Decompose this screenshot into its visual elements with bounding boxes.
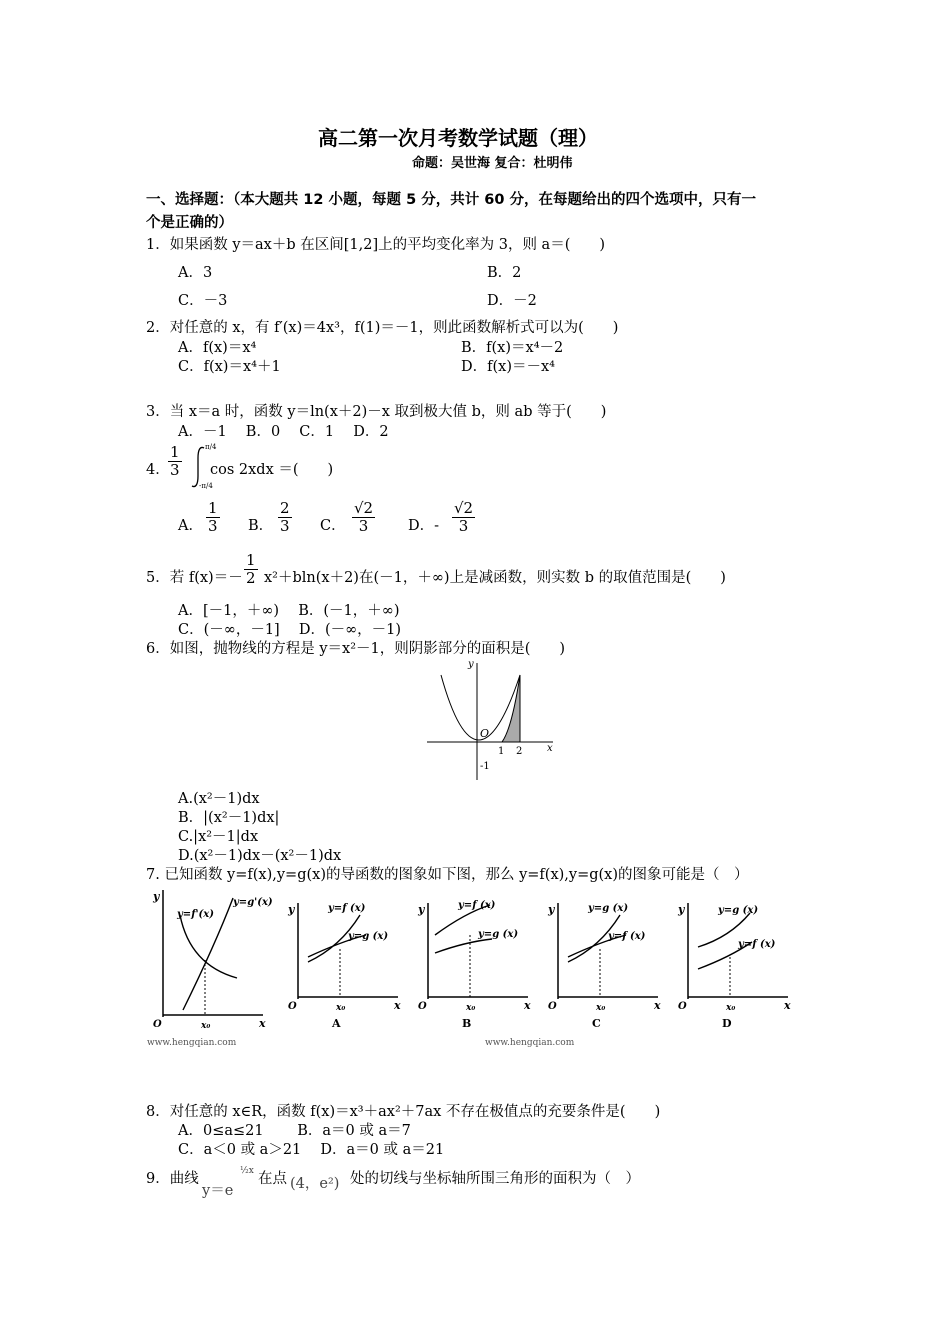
q6-option-b: B．|(x²－1)dx|: [178, 810, 280, 826]
graph-3-choice-label: C: [592, 1017, 601, 1030]
q8-stem: 8．对任意的 x∈R，函数 f(x)＝x³＋ax²＋7ax 不存在极值点的充要条件是( ): [146, 1104, 661, 1120]
graph-1-x0-label: x₀: [336, 1003, 346, 1013]
q4-integrand: cos 2xdx ＝( ): [210, 462, 334, 478]
graph-4-x0-label: x₀: [726, 1003, 736, 1013]
q2-option-d: D．f(x)＝－x⁴: [461, 359, 555, 375]
graph-2-x0-label: x₀: [466, 1003, 476, 1013]
graph-0-x-label: x: [259, 1017, 266, 1030]
q7-graphs-panel: [145, 885, 805, 1050]
graph-3-y-label: y: [548, 903, 555, 916]
q1-option-d: D．－2: [487, 293, 537, 309]
q4-number: 4．: [146, 462, 170, 478]
graph-2-top-label: y=f (x): [458, 900, 496, 911]
q5-stem-post: x²＋bln(x＋2)在(－1，＋∞)上是减函数，则实数 b 的取值范围是( ): [264, 570, 726, 586]
authors-line: 命题：吴世海 复合：杜明伟: [412, 156, 573, 171]
graph-2-origin-label: O: [418, 1001, 427, 1012]
graph-1-origin-label: O: [288, 1001, 297, 1012]
q6-option-d: D.(x²－1)dx－(x²－1)dx: [178, 848, 342, 864]
watermark-left: www.hengqian.com: [147, 1038, 237, 1048]
graph-3-bottom-label: y=f (x): [608, 931, 646, 942]
graph-4-origin-label: O: [678, 1001, 687, 1012]
watermark-right: www.hengqian.com: [485, 1038, 575, 1048]
graph-4-x-label: x: [784, 999, 791, 1012]
q4-b-den: 3: [280, 517, 290, 536]
section-heading-line1: 一、选择题：（本大题共 12 小题，每题 5 分，共计 60 分，在每题给出的四个选项中，只有一: [146, 192, 756, 208]
q4-option-c-label: C．: [320, 518, 346, 534]
fig-tick-minus1: -1: [480, 761, 490, 772]
graph-2-y-label: y: [418, 903, 425, 916]
q1-option-b: B．2: [487, 265, 522, 281]
graph-4-choice-label: D: [722, 1017, 732, 1030]
q4-option-d-fraction: [452, 500, 475, 536]
shaded-region: [502, 675, 520, 742]
graph-4-bottom-label: y=f (x): [738, 939, 776, 950]
page-title: 高二第一次月考数学试题（理）: [318, 126, 598, 150]
graph-0-top-label: y=g'(x): [233, 897, 273, 908]
q9-number: 9．曲线: [146, 1171, 199, 1187]
q9-stem: [146, 1160, 746, 1200]
q5-options-cd: C．(－∞，－1] D．(－∞，－1): [178, 622, 402, 638]
q4-a-den: 3: [208, 517, 218, 536]
graph-3-x-label: x: [654, 999, 661, 1012]
graph-0-bottom-label: y=f'(x): [177, 909, 214, 920]
q4-upper-limit: π/4: [205, 443, 217, 451]
q5-frac-den: 2: [246, 569, 256, 588]
q6-stem: 6．如图，抛物线的方程是 y＝x²－1，则阴影部分的面积是( ): [146, 641, 566, 657]
graph-1-bottom-label: y=g (x): [348, 931, 389, 942]
q4-lower-limit: -π/4: [199, 482, 213, 490]
graph-1-choice-label: A: [332, 1017, 341, 1030]
graph-0-origin-label: O: [153, 1019, 162, 1030]
q1-option-a: A．3: [178, 265, 213, 281]
fig-y-label: y: [468, 659, 474, 670]
q4-options: [178, 500, 498, 550]
q1-stem: 1．如果函数 y＝ax＋b 在区间[1,2]上的平均变化率为 3，则 a＝( ): [146, 237, 606, 253]
q4-option-b-fraction: [278, 500, 292, 536]
q7-graphs-svg: [145, 885, 805, 1050]
q2-option-c: C．f(x)＝x⁴＋1: [178, 359, 281, 375]
q6-option-a: A.(x²－1)dx: [178, 791, 260, 807]
q4-d-den: 3: [458, 517, 469, 536]
q2-stem: 2．对任意的 x，有 f′(x)＝4x³，f(1)＝－1，则此函数解析式可以为( ): [146, 320, 619, 336]
q5-stem: [146, 552, 866, 600]
graph-1-y-label: y: [288, 903, 295, 916]
q4-option-a-fraction: [206, 500, 220, 536]
graph-0-x0-label: x₀: [201, 1021, 211, 1031]
q4-option-a-label: A．: [178, 518, 203, 534]
q4-c-num: √2: [354, 499, 374, 517]
q4-option-c-fraction: [352, 500, 375, 536]
q9-exponent: ½x: [240, 1166, 254, 1176]
q2-option-a: A．f(x)＝x⁴: [178, 340, 257, 356]
q6-parabola-figure: [425, 655, 560, 785]
graph-3-x0-label: x₀: [596, 1003, 606, 1013]
graph-3-origin-label: O: [548, 1001, 557, 1012]
q5-options-ab: A．[－1，＋∞) B．(－1，＋∞): [178, 603, 400, 619]
q9-point: (4，e²): [290, 1176, 340, 1192]
graph-4-top-label: y=g (x): [718, 905, 759, 916]
q4-option-b-label: B．: [248, 518, 274, 534]
section-heading-line2: 个是正确的）: [146, 215, 233, 231]
graph-2-choice-label: B: [462, 1017, 472, 1030]
graph-2-x-label: x: [524, 999, 531, 1012]
q4-coef-numerator: 1: [170, 443, 180, 461]
q9-mid-text: 在点: [258, 1171, 287, 1187]
q5-fraction: [244, 552, 258, 588]
graph-1-top-label: y=f (x): [328, 903, 366, 914]
q4-a-num: 1: [208, 499, 218, 517]
q4-coef-denominator: 3: [170, 461, 180, 480]
q4-option-d-label: D．-: [408, 518, 440, 534]
q5-frac-num: 1: [246, 551, 256, 569]
q3-options: A．－1 B．0 C．1 D．2: [178, 424, 389, 440]
q8-options-ab: A．0≤a≤21 B．a＝0 或 a＝7: [178, 1123, 411, 1139]
q4-coefficient: [168, 444, 182, 480]
graph-3-top-label: y=g (x): [588, 903, 629, 914]
graph-2-bottom-label: y=g (x): [478, 929, 519, 940]
q4-d-num: √2: [454, 499, 474, 517]
fig-tick-1: 1: [498, 746, 505, 757]
integral-sign-icon: [186, 440, 217, 492]
q7-stem: 7. 已知函数 y=f(x),y=g(x)的导函数的图象如下图，那么 y=f(x),y=g(x)的图象可能是（ ）: [146, 867, 749, 883]
q8-options-cd: C．a＜0 或 a＞21 D．a＝0 或 a＝21: [178, 1142, 445, 1158]
q5-stem-pre: 5．若 f(x)＝－: [146, 570, 243, 586]
q6-option-c: C.|x²－1|dx: [178, 829, 259, 845]
q4-c-den: 3: [358, 517, 369, 536]
graph-0-curve-bottom: [180, 915, 237, 978]
q9-curve-formula: y＝e: [202, 1183, 234, 1199]
fig-origin-label: O: [480, 727, 490, 740]
q4-b-num: 2: [280, 499, 290, 517]
q1-option-c: C．－3: [178, 293, 228, 309]
graph-2-curve-bottom: [435, 939, 492, 953]
graph-1-x-label: x: [394, 999, 401, 1012]
q9-stem-post: 处的切线与坐标轴所围三角形的面积为（ ）: [350, 1171, 640, 1187]
q3-stem: 3．当 x＝a 时，函数 y＝ln(x＋2)－x 取到极大值 b，则 ab 等于( ): [146, 404, 607, 420]
fig-x-label: x: [547, 743, 553, 754]
fig-tick-2: 2: [516, 746, 523, 757]
graph-0-y-label: y: [153, 890, 160, 903]
q2-option-b: B．f(x)＝x⁴－2: [461, 340, 564, 356]
graph-4-y-label: y: [678, 903, 685, 916]
